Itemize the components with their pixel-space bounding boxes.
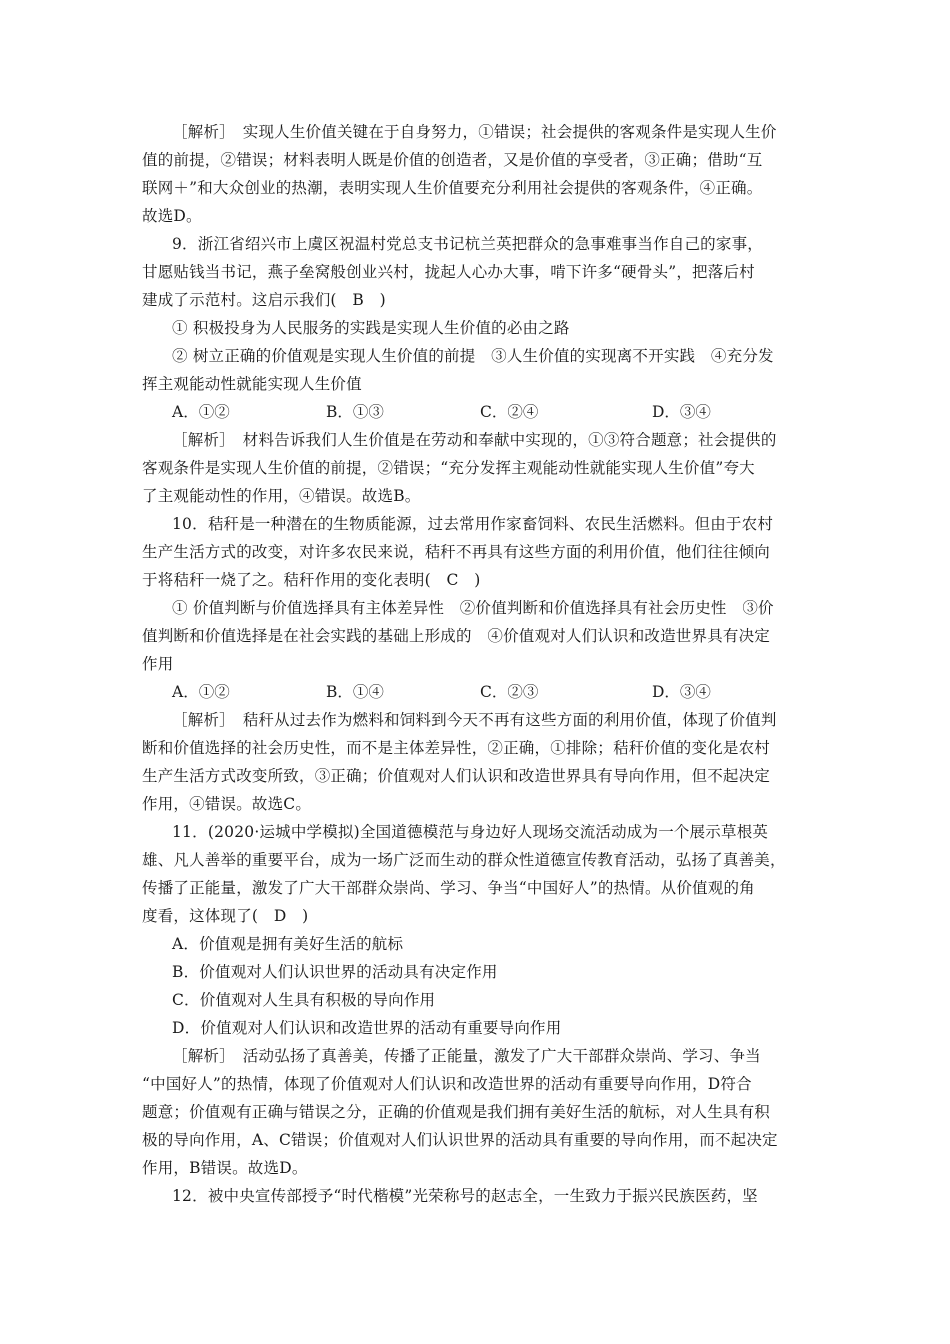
- q9-stem-line: 建成了示范村。这启示我们( B ): [142, 291, 386, 309]
- q11-stem-line: 雄、凡人善举的重要平台，成为一场广泛而生动的群众性道德宣传教育活动，弘扬了真善美，: [142, 851, 786, 869]
- q10-analysis-line: 断和价值选择的社会历史性，而不是主体差异性，②正确，①排除；秸秆价值的变化是农村: [142, 739, 771, 757]
- q10-stem-line: 于将秸秆一烧了之。秸秆作用的变化表明( C ): [142, 571, 481, 589]
- q10-analysis-line: 作用，④错误。故选C。: [142, 795, 312, 813]
- q11-analysis-line: 极的导向作用，A、C错误；价值观对人们认识世界的活动具有重要的导向作用，而不起决定: [142, 1131, 778, 1149]
- q10-stem-line: 10．秸秆是一种潜在的生物质能源，过去常用作家畜饲料、农民生活燃料。但由于农村: [172, 515, 774, 533]
- q9-statement-line: ① 积极投身为人民服务的实践是实现人生价值的必由之路: [172, 319, 570, 337]
- q9-statement-line: ② 树立正确的价值观是实现人生价值的前提 ③人生价值的实现离不开实践 ④充分发: [172, 347, 774, 365]
- q11-analysis-line: 题意；价值观有正确与错误之分，正确的价值观是我们拥有美好生活的航标，对人生具有积: [142, 1103, 771, 1121]
- q9-option-d: D．③④: [652, 403, 711, 421]
- q10-statement-line: 作用: [142, 655, 174, 673]
- q10-analysis-line: ［解析］ 秸秆从过去作为燃料和饲料到今天不再有这些方面的利用价值，体现了价值判: [172, 711, 777, 729]
- q9-stem-line: 9．浙江省绍兴市上虞区祝温村党总支书记杭兰英把群众的急事难事当作自己的家事，: [172, 235, 763, 253]
- q9-option-b: B．①③: [326, 403, 384, 421]
- q11-analysis-line: “中国好人”的热情，体现了价值观对人们认识和改造世界的活动有重要导向作用，D符合: [142, 1075, 752, 1093]
- q11-option-d: D．价值观对人们认识和改造世界的活动有重要导向作用: [172, 1019, 562, 1037]
- q9-statement-line: 挥主观能动性就能实现人生价值: [142, 375, 362, 393]
- q10-option-c: C．②③: [480, 683, 539, 701]
- q10-analysis-line: 生产生活方式改变所致，③正确；价值观对人们认识和改造世界具有导向作用，但不起决定: [142, 767, 771, 785]
- q11-stem-line: 度看，这体现了( D ): [142, 907, 309, 925]
- q10-option-d: D．③④: [652, 683, 711, 701]
- q9-option-c: C．②④: [480, 403, 539, 421]
- q8-analysis-line: 故选D。: [142, 207, 202, 225]
- q9-analysis-line: 了主观能动性的作用，④错误。故选B。: [142, 487, 421, 505]
- q11-analysis-line: 作用，B错误。故选D。: [142, 1159, 308, 1177]
- q9-analysis-line: 客观条件是实现人生价值的前提，②错误；“充分发挥主观能动性就能实现人生价值”夸大: [142, 459, 755, 477]
- q10-stem-line: 生产生活方式的改变，对许多农民来说，秸秆不再具有这些方面的利用价值，他们往往倾向: [142, 543, 771, 561]
- q9-stem-line: 甘愿贴钱当书记，燕子垒窝般创业兴村，拢起人心办大事，啃下许多“硬骨头”，把落后村: [142, 263, 755, 281]
- q8-analysis-line: 值的前提，②错误；材料表明人既是价值的创造者，又是价值的享受者，③正确；借助“互: [142, 151, 763, 169]
- q11-analysis-line: ［解析］ 活动弘扬了真善美，传播了正能量，激发了广大干部群众崇尚、学习、争当: [172, 1047, 761, 1065]
- q10-statement-line: ① 价值判断与价值选择具有主体差异性 ②价值判断和价值选择具有社会历史性 ③价: [172, 599, 774, 617]
- q11-stem-line: 11．(2020·运城中学模拟)全国道德模范与身边好人现场交流活动成为一个展示草根英: [172, 823, 769, 841]
- q11-option-b: B．价值观对人们认识世界的活动具有决定作用: [172, 963, 498, 981]
- q10-option-a: A．①②: [172, 683, 230, 701]
- q9-analysis-line: ［解析］ 材料告诉我们人生价值是在劳动和奉献中实现的，①③符合题意；社会提供的: [172, 431, 777, 449]
- q10-statement-line: 值判断和价值选择是在社会实践的基础上形成的 ④价值观对人们认识和改造世界具有决定: [142, 627, 771, 645]
- q11-stem-line: 传播了正能量，激发了广大干部群众崇尚、学习、争当“中国好人”的热情。从价值观的角: [142, 879, 755, 897]
- q10-option-b: B．①④: [326, 683, 384, 701]
- q8-analysis-line: 联网＋”和大众创业的热潮，表明实现人生价值要充分利用社会提供的客观条件，④正确。: [142, 179, 763, 197]
- q12-stem-line: 12．被中央宣传部授予“时代楷模”光荣称号的赵志全，一生致力于振兴民族医药，坚: [172, 1187, 758, 1205]
- q8-analysis-line: ［解析］ 实现人生价值关键在于自身努力，①错误；社会提供的客观条件是实现人生价: [172, 123, 777, 141]
- q9-option-a: A．①②: [172, 403, 230, 421]
- q11-option-c: C．价值观对人生具有积极的导向作用: [172, 991, 436, 1009]
- q11-option-a: A．价值观是拥有美好生活的航标: [172, 935, 404, 953]
